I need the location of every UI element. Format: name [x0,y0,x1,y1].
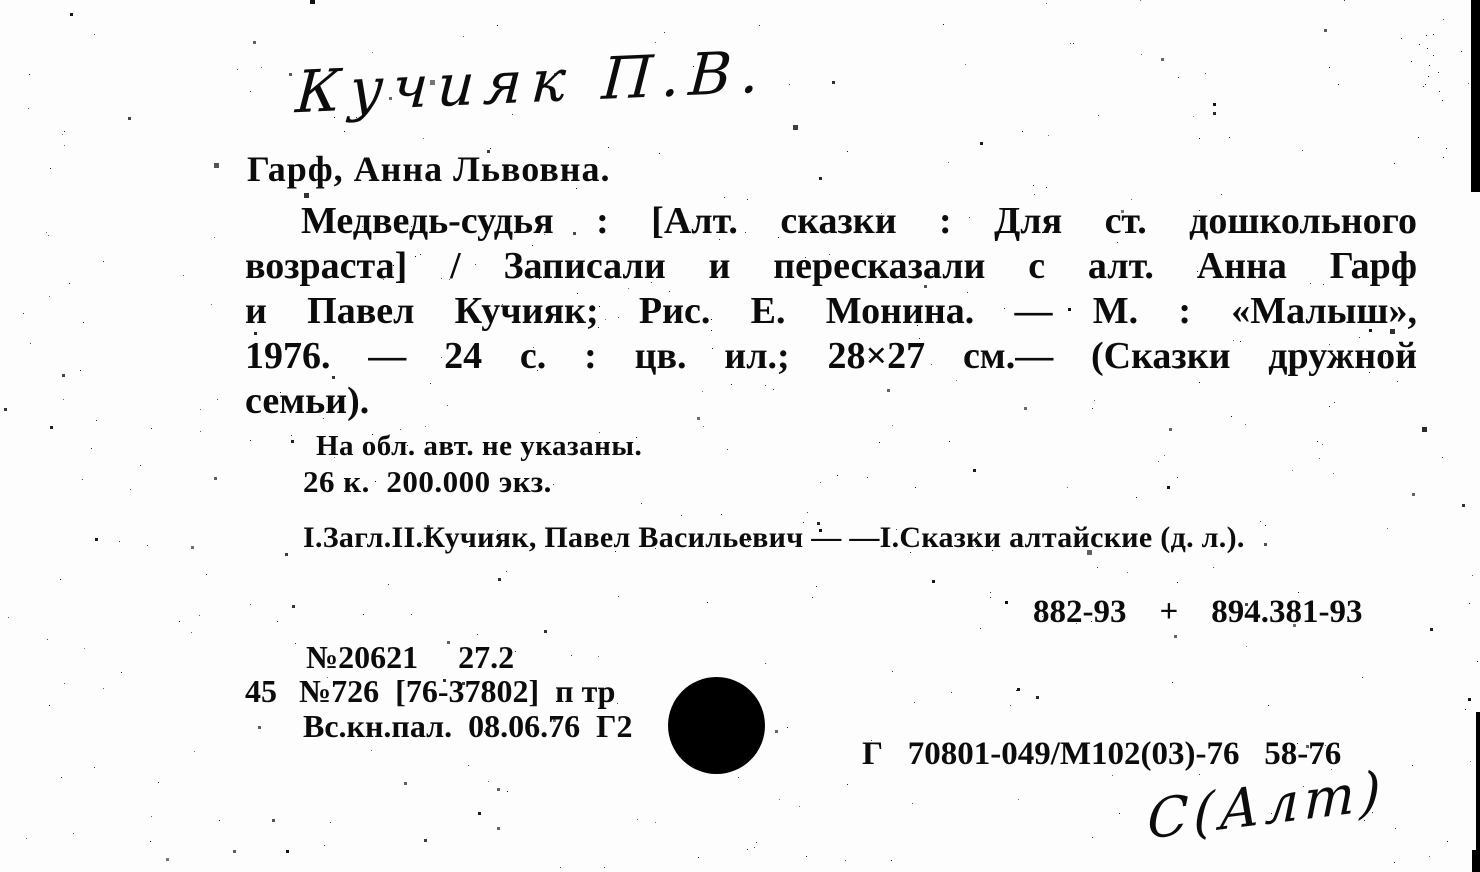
ink-blot [668,677,765,774]
cover-note: На обл. авт. не указаны. [316,430,643,462]
description-line: семьи). [245,380,370,422]
registry-number-line: №20621 27.2 [306,639,515,675]
tracing-entries: I.Загл.II.Кучияк, Павел Васильевич — —I.Сказки алтайские (д. л.). [303,521,1245,554]
handwritten-annotation-top: Кучияк П.В. [293,37,771,127]
author-heading: Гарф, Анна Львовна. [247,149,611,189]
catalog-code: Г 70801-049/М102(03)-76 58-76 [862,736,1342,772]
bibliographic-description [245,199,1417,424]
classification-indexes: 882-93 + 894.381-93 [1033,594,1363,630]
description-line: возраста] / Записали и пересказали с алт. Анна Гарф [245,245,1417,287]
handwritten-annotation-bottom: С(Алт) [1146,758,1387,852]
description-line: и Павел Кучияк; Рис. Е. Монина. — М. : «Малыш», [245,290,1417,332]
scan-edge-bar-mid-right [1476,712,1480,852]
registry-entry: №726 [76-37802] п тр [299,673,616,709]
description-line: 1976. — 24 с. : цв. ил.; 28×27 см.— (Сказки дружной [245,335,1417,377]
shelf-number: 45 [245,673,277,709]
scan-noise [0,0,1,1]
book-chamber-date-line: Вс.кн.пал. 08.06.76 Г2 [303,708,633,744]
description-line: Медведь-судья : [Алт. сказки : Для ст. дошкольного [301,200,1417,242]
scan-edge-bar-top-right [1471,0,1480,192]
price-print-run-note: 26 к. 200.000 экз. [303,464,552,499]
registry-shelf-line [245,673,615,710]
scan-edge-bar-bottom-right [1472,850,1480,872]
